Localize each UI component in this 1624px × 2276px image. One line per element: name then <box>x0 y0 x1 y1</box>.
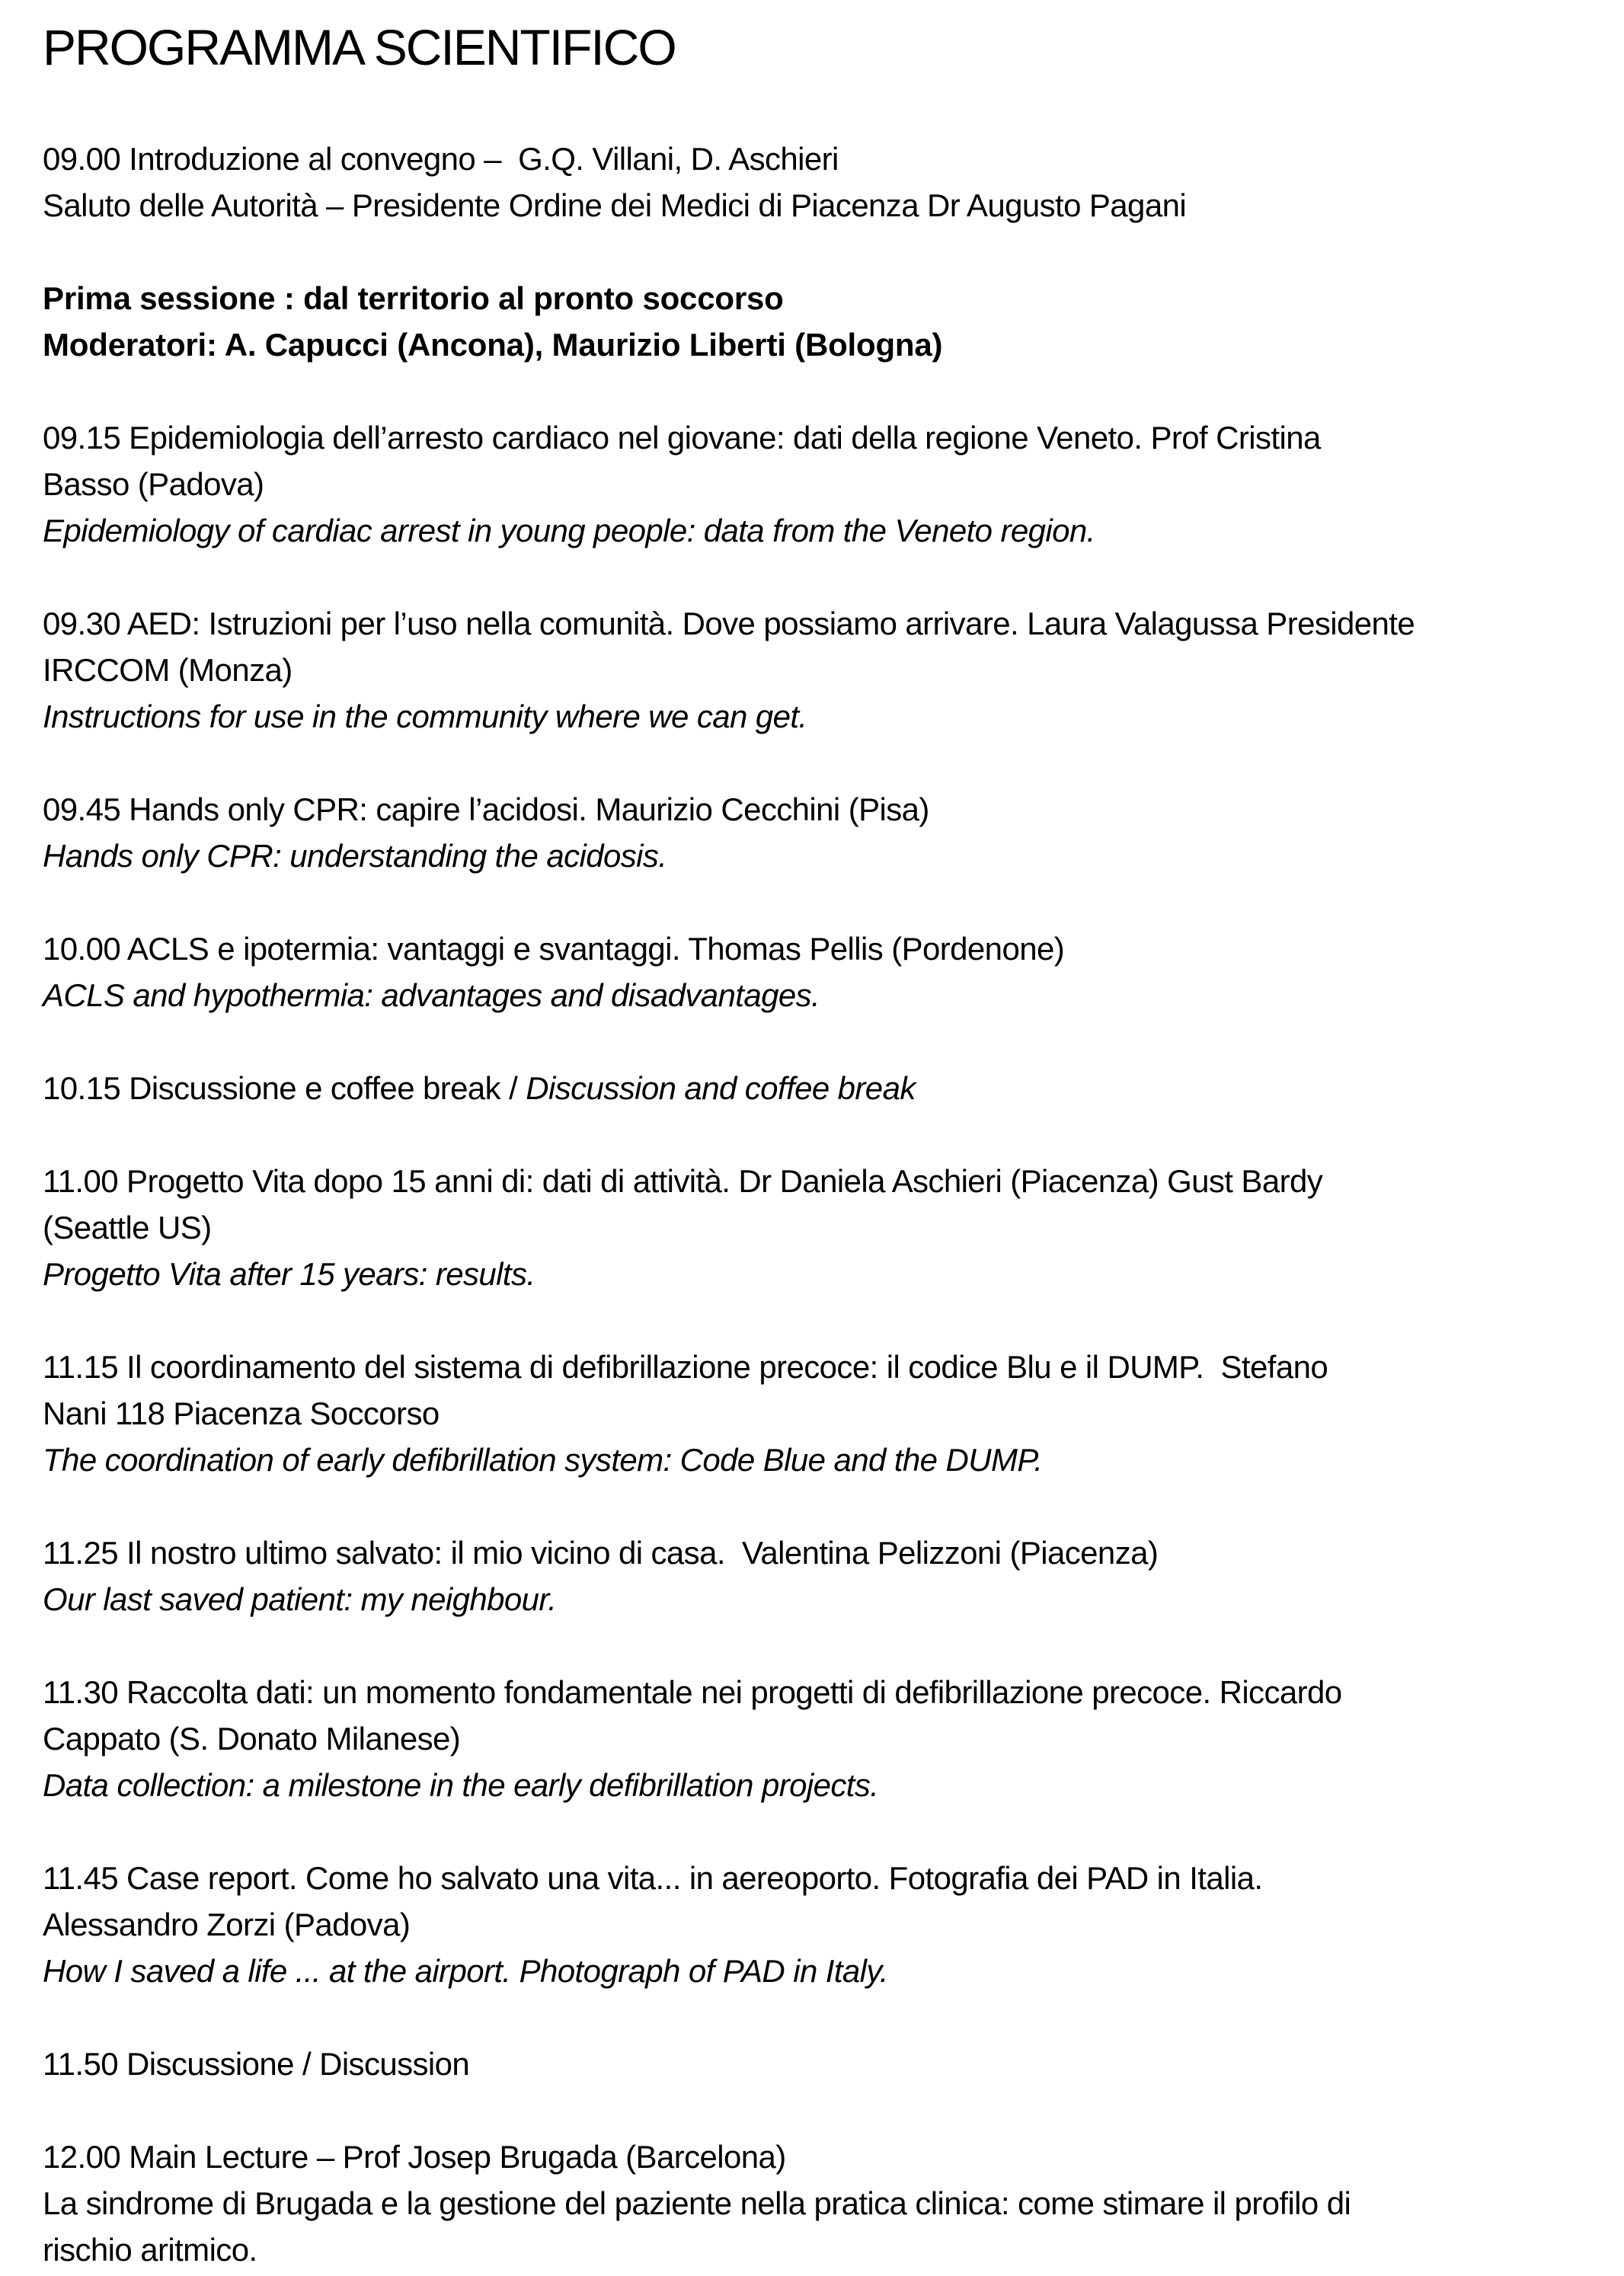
translation-line <box>43 1762 1581 1808</box>
program-line <box>43 182 1581 229</box>
program-block-1125 <box>43 1530 1581 1622</box>
program-block-1100 <box>43 1158 1581 1297</box>
text-segment: The coordination of early defibrillation system: Code Blue and the DUMP. <box>43 1442 1043 1478</box>
text-segment: 10.15 Discussione e coffee break / <box>43 1070 526 1106</box>
program-line <box>43 2134 1581 2180</box>
program-line <box>43 1669 1581 1715</box>
text-segment: 11.50 Discussione / Discussion <box>43 2046 470 2082</box>
translation-line <box>43 507 1581 554</box>
text-segment: Prima sessione : dal territorio al pronto soccorso <box>43 280 784 316</box>
program-line <box>43 1065 1581 1111</box>
program-block-0945 <box>43 786 1581 879</box>
text-segment: 12.00 Main Lecture – Prof Josep Brugada (Barcelona) <box>43 2139 786 2175</box>
program-line <box>43 1855 1581 1901</box>
program-line <box>43 786 1581 833</box>
program-line <box>43 600 1581 647</box>
translation-line <box>43 1948 1581 1994</box>
program-line <box>43 1901 1581 1948</box>
program-line <box>43 136 1581 182</box>
text-segment: Alessandro Zorzi (Padova) <box>43 1907 411 1942</box>
text-segment: Discussion and coffee break <box>526 1070 916 1106</box>
text-segment: Instructions for use in the community where we can get. <box>43 698 807 734</box>
text-segment: Data collection: a milestone in the early defibrillation projects. <box>43 1767 879 1803</box>
program-block-1145 <box>43 1855 1581 1994</box>
program-block-session-header <box>43 275 1581 368</box>
program-block-intro <box>43 136 1581 229</box>
text-segment: rischio aritmico. <box>43 2232 257 2268</box>
text-segment: Basso (Padova) <box>43 466 264 502</box>
program-line <box>43 2180 1581 2226</box>
text-segment: 11.00 Progetto Vita dopo 15 anni di: dati di attività. Dr Daniela Aschieri (Piacenza) Gust Bardy <box>43 1163 1323 1199</box>
text-segment: 11.25 Il nostro ultimo salvato: il mio vicino di casa. Valentina Pelizzoni (Piacenza) <box>43 1535 1159 1571</box>
program-block-1115 <box>43 1344 1581 1483</box>
program-block-1130 <box>43 1669 1581 1808</box>
text-segment: Our last saved patient: my neighbour. <box>43 1581 557 1617</box>
text-segment: Progetto Vita after 15 years: results. <box>43 1256 535 1292</box>
program-block-1015-coffee-break <box>43 1065 1581 1111</box>
program-line <box>43 925 1581 972</box>
program-line <box>43 1344 1581 1390</box>
text-segment: How I saved a life ... at the airport. Photograph of PAD in Italy. <box>43 1953 888 1989</box>
program-line <box>43 1204 1581 1251</box>
program-line <box>43 1158 1581 1204</box>
program-line <box>43 647 1581 693</box>
moderators-line <box>43 321 1581 368</box>
program-line <box>43 1715 1581 1762</box>
text-segment: 11.15 Il coordinamento del sistema di defibrillazione precoce: il codice Blu e il DUMP. Stefano <box>43 1349 1328 1385</box>
text-segment: 11.30 Raccolta dati: un momento fondamentale nei progetti di defibrillazione precoce. Riccardo <box>43 1674 1342 1710</box>
session-title-line <box>43 275 1581 321</box>
translation-line <box>43 1251 1581 1297</box>
text-segment: Cappato (S. Donato Milanese) <box>43 1721 461 1757</box>
translation-line <box>43 1437 1581 1483</box>
text-segment: IRCCOM (Monza) <box>43 652 293 688</box>
program-line <box>43 414 1581 461</box>
text-segment: (Seattle US) <box>43 1210 212 1245</box>
text-segment: Hands only CPR: understanding the acidosis. <box>43 838 667 874</box>
program-line <box>43 2041 1581 2087</box>
text-segment: 09.00 Introduzione al convegno – G.Q. Villani, D. Aschieri <box>43 141 839 177</box>
text-segment: 10.00 ACLS e ipotermia: vantaggi e svantaggi. Thomas Pellis (Pordenone) <box>43 931 1065 967</box>
text-segment: Nani 118 Piacenza Soccorso <box>43 1395 440 1431</box>
text-segment: Moderatori: A. Capucci (Ancona), Maurizio Liberti (Bologna) <box>43 327 943 363</box>
text-segment: Saluto delle Autorità – Presidente Ordine dei Medici di Piacenza Dr Augusto Pagani <box>43 187 1187 223</box>
text-segment: 09.45 Hands only CPR: capire l’acidosi. Maurizio Cecchini (Pisa) <box>43 791 929 827</box>
program-block-0930 <box>43 600 1581 740</box>
page-title: PROGRAMMA SCIENTIFICO <box>43 19 676 75</box>
translation-line <box>43 1576 1581 1622</box>
program-block-1000 <box>43 925 1581 1018</box>
program-line <box>43 1530 1581 1576</box>
translation-line <box>43 693 1581 740</box>
program-block-1150-discussion <box>43 2041 1581 2087</box>
program-block-0915 <box>43 414 1581 554</box>
translation-line <box>43 972 1581 1018</box>
program-block-1200-main-lecture <box>43 2134 1581 2273</box>
program-line <box>43 2226 1581 2273</box>
text-segment: ACLS and hypothermia: advantages and disadvantages. <box>43 977 820 1013</box>
text-segment: 09.30 AED: Istruzioni per l’uso nella comunità. Dove possiamo arrivare. Laura Valagussa Presidente <box>43 606 1415 641</box>
program-line <box>43 1390 1581 1437</box>
program-line <box>43 461 1581 507</box>
text-segment: Epidemiology of cardiac arrest in young people: data from the Veneto region. <box>43 513 1095 548</box>
translation-line <box>43 833 1581 879</box>
text-segment: 11.45 Case report. Come ho salvato una vita... in aereoporto. Fotografia dei PAD in Italia. <box>43 1860 1263 1896</box>
text-segment: La sindrome di Brugada e la gestione del paziente nella pratica clinica: come stimare il profilo di <box>43 2185 1351 2221</box>
text-segment: 09.15 Epidemiologia dell’arresto cardiaco nel giovane: dati della regione Veneto. Prof Cristina <box>43 420 1321 456</box>
